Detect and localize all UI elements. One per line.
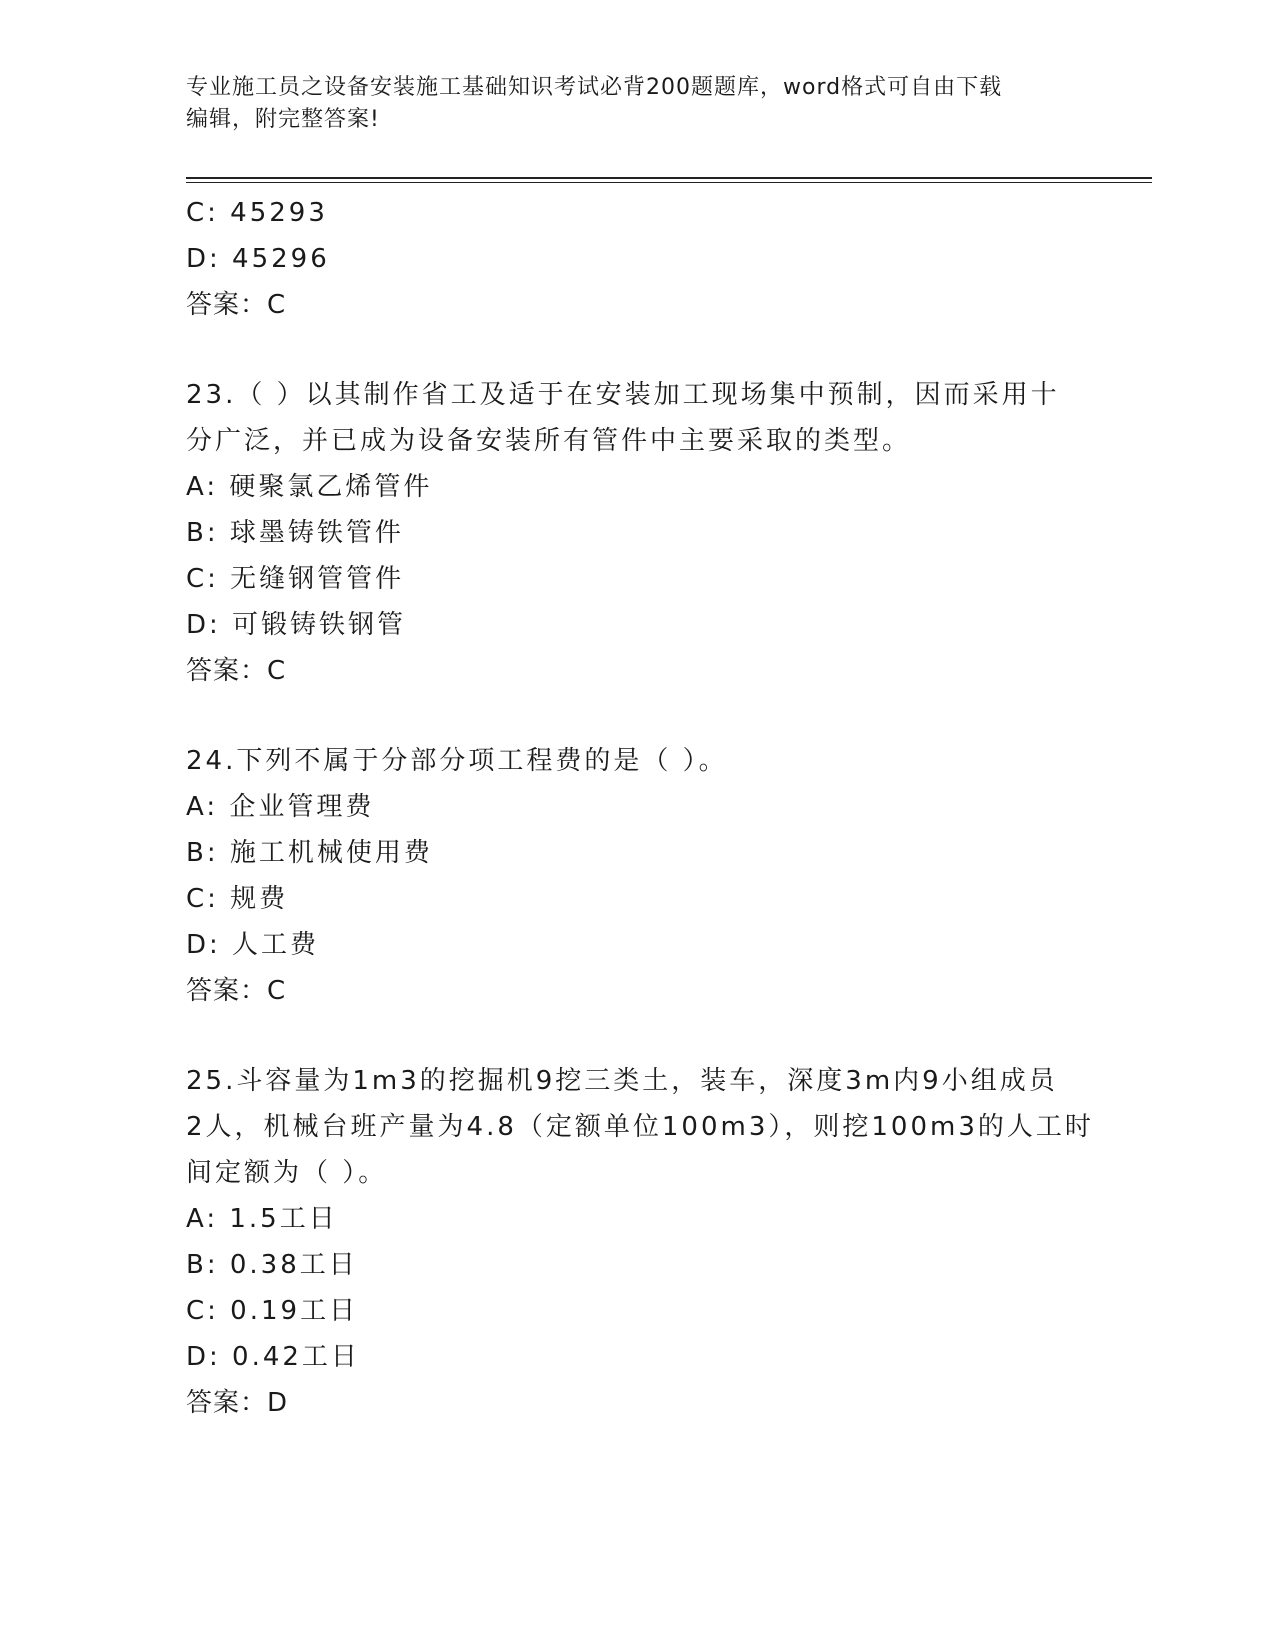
option-a: A: 企业管理费 xyxy=(186,792,375,822)
question-text-line-3: 间定额为（ ）。 xyxy=(186,1158,388,1188)
header-title-line-2: 编辑，附完整答案! xyxy=(186,107,380,132)
answer-line: 答案：C xyxy=(186,976,287,1006)
answer-line: 答案：C xyxy=(186,290,287,320)
option-c: C: 0.19工日 xyxy=(186,1296,359,1326)
option-d: D: 可锻铸铁钢管 xyxy=(186,610,407,640)
option-b: B: 0.38工日 xyxy=(186,1250,358,1280)
question-text-line-2: 2人，机械台班产量为4.8（定额单位100m3），则挖100m3的人工时 xyxy=(186,1112,1094,1142)
option-a: A: 硬聚氯乙烯管件 xyxy=(186,472,433,502)
question-text-line-1: 25.斗容量为1m3的挖掘机9挖三类土，装车，深度3m内9小组成员 xyxy=(186,1066,1058,1096)
question-23 xyxy=(186,372,1086,694)
question-text-line-2: 分广泛，并已成为设备安装所有管件中主要采取的类型。 xyxy=(186,426,912,456)
header-divider-thin xyxy=(186,182,1152,183)
option-c: C: 规费 xyxy=(186,884,289,914)
question-25 xyxy=(186,1058,1094,1426)
header-divider-thick xyxy=(186,177,1152,179)
question-text-line-1: 23.（ ）以其制作省工及适于在安装加工现场集中预制，因而采用十 xyxy=(186,380,1060,410)
spacer xyxy=(186,1014,1086,1058)
option-d: D: 人工费 xyxy=(186,930,320,960)
document-header xyxy=(186,72,1086,136)
option-a: A: 1.5工日 xyxy=(186,1204,338,1234)
question-24 xyxy=(186,738,1086,1014)
question-text-line-1: 24.下列不属于分部分项工程费的是（ ）。 xyxy=(186,746,728,776)
question-22-continuation xyxy=(186,190,1086,328)
option-d: D: 45296 xyxy=(186,244,330,274)
option-b: B: 球墨铸铁管件 xyxy=(186,518,404,548)
option-c: C: 45293 xyxy=(186,198,328,228)
question-content xyxy=(186,190,1094,1426)
answer-line: 答案：D xyxy=(186,1388,289,1418)
spacer xyxy=(186,328,1086,372)
option-d: D: 0.42工日 xyxy=(186,1342,360,1372)
answer-line: 答案：C xyxy=(186,656,287,686)
option-c: C: 无缝钢管管件 xyxy=(186,564,405,594)
option-b: B: 施工机械使用费 xyxy=(186,838,433,868)
header-title-line-1: 专业施工员之设备安装施工基础知识考试必背200题题库，word格式可自由下载 xyxy=(186,75,1003,100)
spacer xyxy=(186,694,1086,738)
